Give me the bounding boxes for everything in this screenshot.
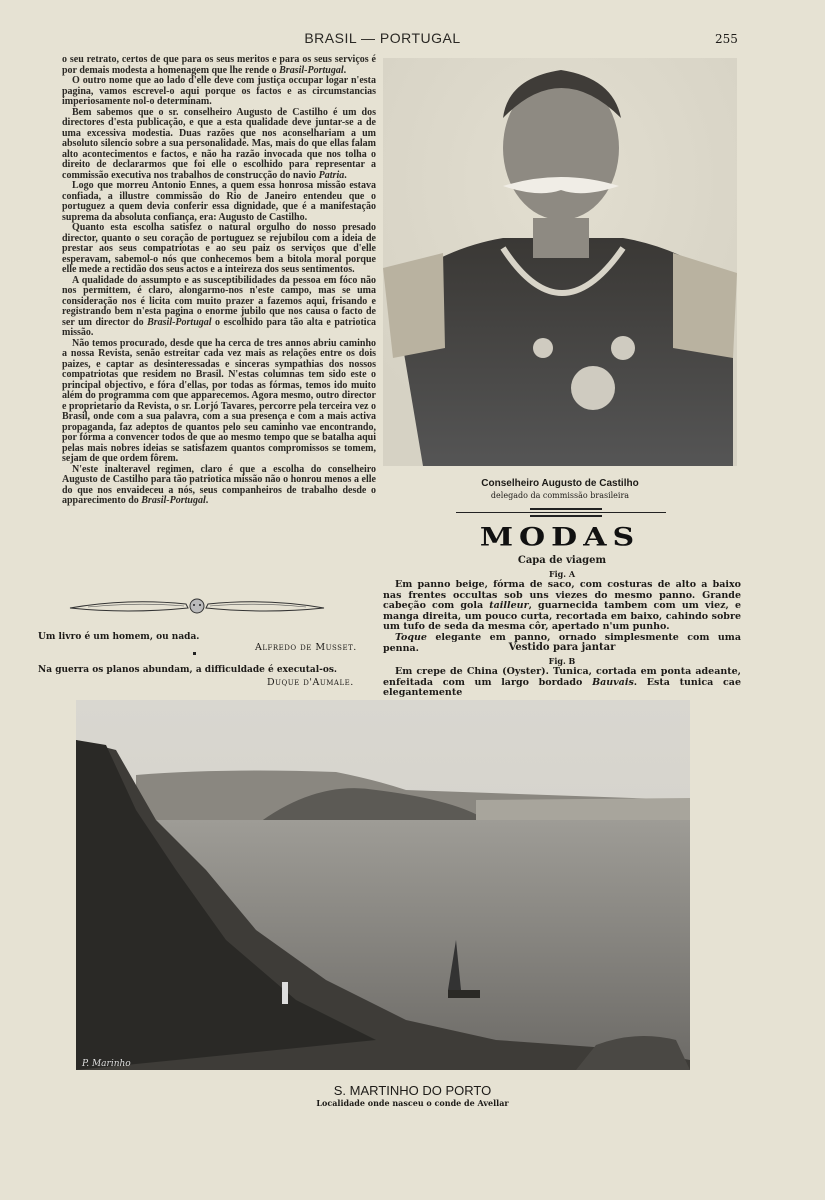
text-run: Logo que morreu Antonio Ennes, a quem essa honrosa missão estava confiada, a illustre commissão do Rio de Janeiro entendeu que o portuguez a quem devia conferir essa dignidade, que é a manifestação suprema da absoluta confiança, era: Augusto de Castilho. bbox=[62, 180, 376, 223]
fig-label: Fig. B bbox=[548, 656, 576, 666]
fashion-text bbox=[383, 667, 741, 699]
fashion-heading: Vestido para jantar bbox=[508, 642, 616, 653]
portrait-photo bbox=[383, 58, 737, 466]
quote-text: Na guerra os planos abundam, a difficuldade é executal-os. bbox=[38, 665, 338, 675]
text-run: Em panno beige, fórma de saco, com costuras de alto a baixo nas frentes occultas sob uns viezes do mesmo panno. Grande cabeção com gola bbox=[383, 579, 741, 612]
divider bbox=[530, 515, 602, 517]
divider bbox=[530, 508, 602, 510]
text-run: Quanto esta escolha satisfez o natural orgulho do nosso presado director, quanto o seu coração de portuguez se rejubilou com a ideia de prestar aos seus compatriotas e ao seu paiz os serviços que d'elle esperavam, sabemol-o nós que conhecemos bem a bitola moral porque elle mede a rectidão dos seus actos e a inteireza dos seus sentimentos. bbox=[62, 222, 376, 275]
page-number: 255 bbox=[715, 32, 738, 46]
text-run: Bem sabemos que o sr. conselheiro Augusto de Castilho é um dos directores d'esta publicação, e que a esta qualidade deve juntar-se a de uma excessiva modestia. Duas razões que nos aconselhariam a um absoluto silencio sobre a sua personalidade. Mas, mais do que ellas falam alto acontecimentos e factos, e não ha razão invocada que nos tolha o direito de declararmos que foi elle o escolhido para representar a commissão executiva nos trabalhos de construcção do navio bbox=[62, 106, 376, 181]
quote-text: Um livro é um homem, ou nada. bbox=[38, 632, 200, 642]
portrait-caption: Conselheiro Augusto de Castilho bbox=[481, 478, 639, 489]
paragraph bbox=[62, 181, 376, 223]
divider bbox=[456, 512, 666, 513]
text-run: O outro nome que ao lado d'elle deve com justiça occupar logar n'esta pagina, vamos escrevel-o aqui porque os factos e as circumstancias imperiosamente nol-o determinam. bbox=[62, 75, 376, 107]
paragraph bbox=[62, 339, 376, 465]
section-title: MODAS bbox=[479, 522, 641, 553]
photo-signature: P. Marinho bbox=[82, 1059, 131, 1069]
paragraph bbox=[62, 108, 376, 182]
text-run: N'este inalteravel regimen, claro é que a escolha do conselheiro Augusto de Castilho para tão patriotica missão não o honrou menos a elle do que nos envaideceu a nós, seus companheiros de trabalho desde o apparecimento do bbox=[62, 463, 376, 506]
running-header: BRASIL — PORTUGAL bbox=[304, 30, 461, 46]
text-run: , guarnecida tambem com um viez, e manga direita, um pouco curta, recortada em baixo, cahindo sobre um tufo de seda da mesma côr, apertado n'um punho. bbox=[383, 600, 742, 633]
paragraph bbox=[383, 580, 741, 633]
landscape-photo bbox=[76, 700, 690, 1070]
italic-text: tailleur bbox=[489, 600, 529, 612]
italic-text: Brasil-Portugal bbox=[279, 64, 344, 76]
photo-title: S. MARTINHO DO PORTO bbox=[333, 1083, 492, 1098]
text-run: Em crepe de China (Oyster). Tunica, cortada em ponta adeante, enfeitada com um largo bordado bbox=[383, 666, 741, 688]
text-run: . bbox=[344, 169, 347, 181]
paragraph bbox=[62, 276, 376, 339]
italic-text: Toque bbox=[395, 631, 427, 643]
text-run: Não temos procurado, desde que ha cerca de tres annos abriu caminho a nossa Revista, senão estreitar cada vez mais as relações entre os dois paizes, e captar as desinteressadas e sinceras sympathias dos nossos compatriotas que residem no Brasil. N'estas columnas tem sido este o principal objectivo, e fóra d'ellas, por todas as fórmas, temos ido muito além do programma com que apparecemos. Agora mesmo, outro director e proprietario da Revista, o sr. Lorjó Tavares, percorre pela terceira vez o Brasil, onde com a sua palavra, com a sua presença e com a mais activa propaganda, faz adeptos de quantos pelo seu caminho vae encontrando, por fórma a convencer todos de que ao mesmo tempo que se batalha aqui pelas mais nobres ideias se satisfazem quantos compromissos se tomem, sejam de que ordem fôrem. bbox=[62, 337, 376, 464]
italic-text: Patria bbox=[318, 169, 345, 181]
text-run: o seu retrato, certos de que para os seus meritos e para os seus serviços é por demais modesta a homenagem que lhe rende o bbox=[62, 54, 376, 76]
text-run: elegante em panno, ornado simplesmente com uma penna. bbox=[383, 631, 741, 654]
fig-label: Fig. A bbox=[548, 569, 576, 579]
paragraph bbox=[62, 223, 376, 276]
article-text bbox=[62, 55, 376, 587]
text-run: A qualidade do assumpto e as susceptibilidades da pessoa em fóco não nos permittem, é claro, alongarmo-nos n'este campo, mas se uma consideração nos é licita com muito prazer a fazemos aqui, frisando e registrando bem n'esta pagina o enorme jubilo que nos causa o facto de ser um director do bbox=[62, 274, 376, 328]
quote-author: Duque d'Aumale. bbox=[267, 677, 354, 688]
fashion-heading: Capa de viagem bbox=[517, 555, 607, 566]
winged-ornament-icon bbox=[68, 594, 326, 618]
italic-text: Bauvais bbox=[592, 676, 634, 688]
text-run: o escolhido para tão alta e patriotica missão. bbox=[62, 316, 377, 338]
paragraph bbox=[62, 55, 376, 76]
separator-dot bbox=[193, 652, 196, 655]
text-run: . bbox=[205, 495, 209, 506]
paragraph bbox=[62, 76, 376, 108]
paragraph bbox=[383, 667, 741, 699]
italic-text: Brasil-Portugal bbox=[141, 495, 206, 506]
photo-subtitle: Localidade onde nasceu o conde de Avellar bbox=[316, 1098, 509, 1108]
portrait-subcaption: delegado da commissão brasileira bbox=[490, 491, 630, 500]
italic-text: Brasil-Portugal bbox=[147, 316, 212, 328]
paragraph bbox=[62, 465, 376, 507]
text-run: . bbox=[343, 64, 347, 76]
quote-author: Alfredo de Musset. bbox=[255, 642, 357, 653]
text-run: . Esta tunica cae elegantemente bbox=[383, 676, 741, 699]
